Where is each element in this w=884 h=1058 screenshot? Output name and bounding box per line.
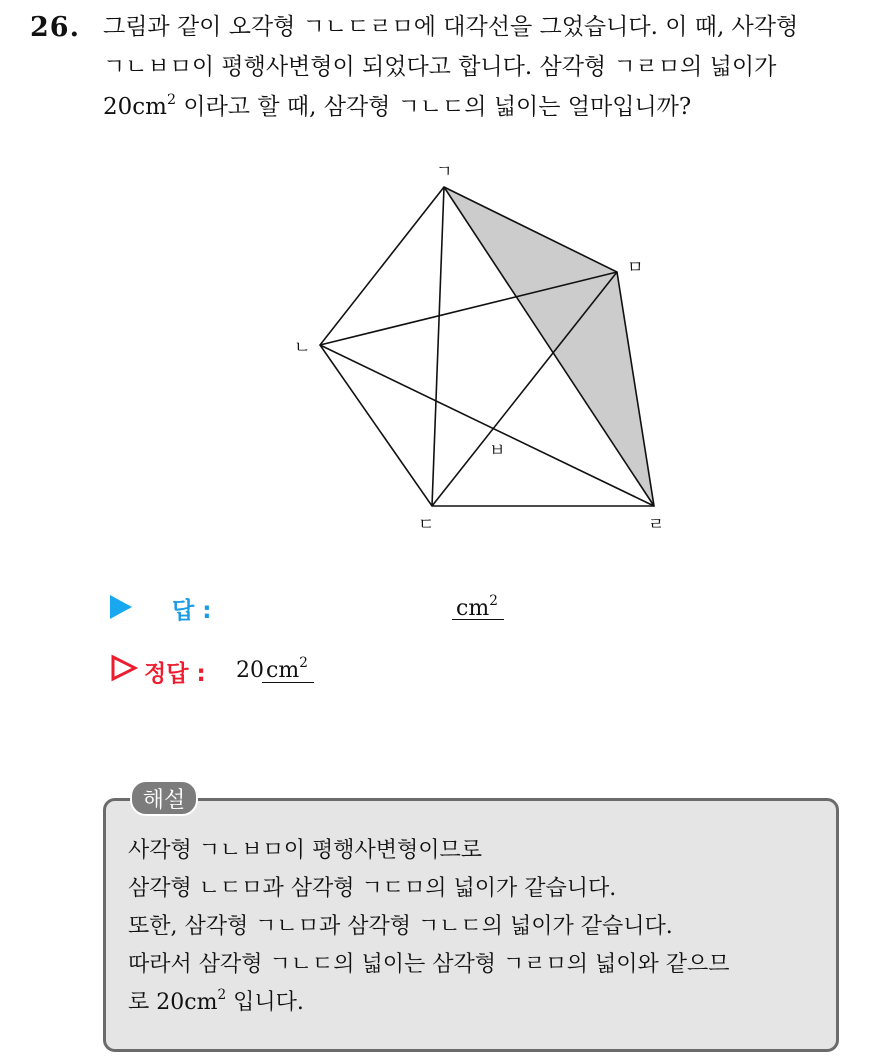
question-line-1: 그림과 같이 오각형 ㄱㄴㄷㄹㅁ에 대각선을 그었습니다. 이 때, 사각형 (103, 14, 799, 40)
correct-unit-text: cm (266, 658, 300, 683)
answer-unit (456, 593, 498, 621)
solution-line-1: 사각형 ㄱㄴㅂㅁ이 평행사변형이므로 (128, 838, 483, 863)
solution-line-5-rest: 입니다. (226, 990, 304, 1015)
correct-unit-exponent: 2 (299, 655, 308, 672)
correct-label: 정답 : (144, 661, 206, 687)
question-number: 26. (30, 12, 80, 43)
solution-line-3: 또한, 삼각형 ㄱㄴㅁ과 삼각형 ㄱㄴㄷ의 넓이가 같습니다. (128, 914, 673, 939)
correct-unit (266, 655, 308, 683)
vertex-label-digeut: ㄷ (418, 515, 435, 535)
answer-marker-icon (110, 595, 132, 619)
solution-tab: 해설 (130, 780, 198, 816)
correct-marker-icon (110, 654, 138, 682)
solution-line-5-prefix: 로 (128, 990, 157, 1015)
answer-row (110, 590, 132, 624)
vertex-label-nieun: ㄴ (294, 338, 311, 358)
solution-line-5 (128, 987, 304, 1015)
answer-label: 답 : (172, 598, 212, 624)
solution-area-value: 20cm (156, 990, 218, 1015)
correct-value: 20 (236, 658, 264, 683)
answer-unit-text: cm (456, 596, 490, 621)
answer-unit-exponent: 2 (489, 593, 498, 610)
solution-line-2: 삼각형 ㄴㄷㅁ과 삼각형 ㄱㄷㅁ의 넓이가 같습니다. (128, 876, 617, 901)
area-value: 20cm (103, 94, 167, 120)
diagonal-giyeok-digeut (432, 187, 444, 506)
area-exponent: 2 (166, 91, 177, 108)
question-line-3-rest: 이라고 할 때, 삼각형 ㄱㄴㄷ의 넓이는 얼마입니까? (176, 94, 692, 120)
solution-line-4: 따라서 삼각형 ㄱㄴㄷ의 넓이는 삼각형 ㄱㄹㅁ의 넓이와 같으므 (128, 952, 730, 977)
vertex-label-bieup: ㅂ (489, 441, 506, 461)
vertex-label-giyeok: ㄱ (436, 162, 453, 182)
vertex-label-mieum: ㅁ (627, 258, 644, 278)
vertex-label-rieul: ㄹ (648, 515, 665, 535)
solution-area-exponent: 2 (217, 987, 227, 1004)
question-line-2: ㄱㄴㅂㅁ이 평행사변형이 되었다고 합니다. 삼각형 ㄱㄹㅁ의 넓이가 (103, 54, 777, 80)
